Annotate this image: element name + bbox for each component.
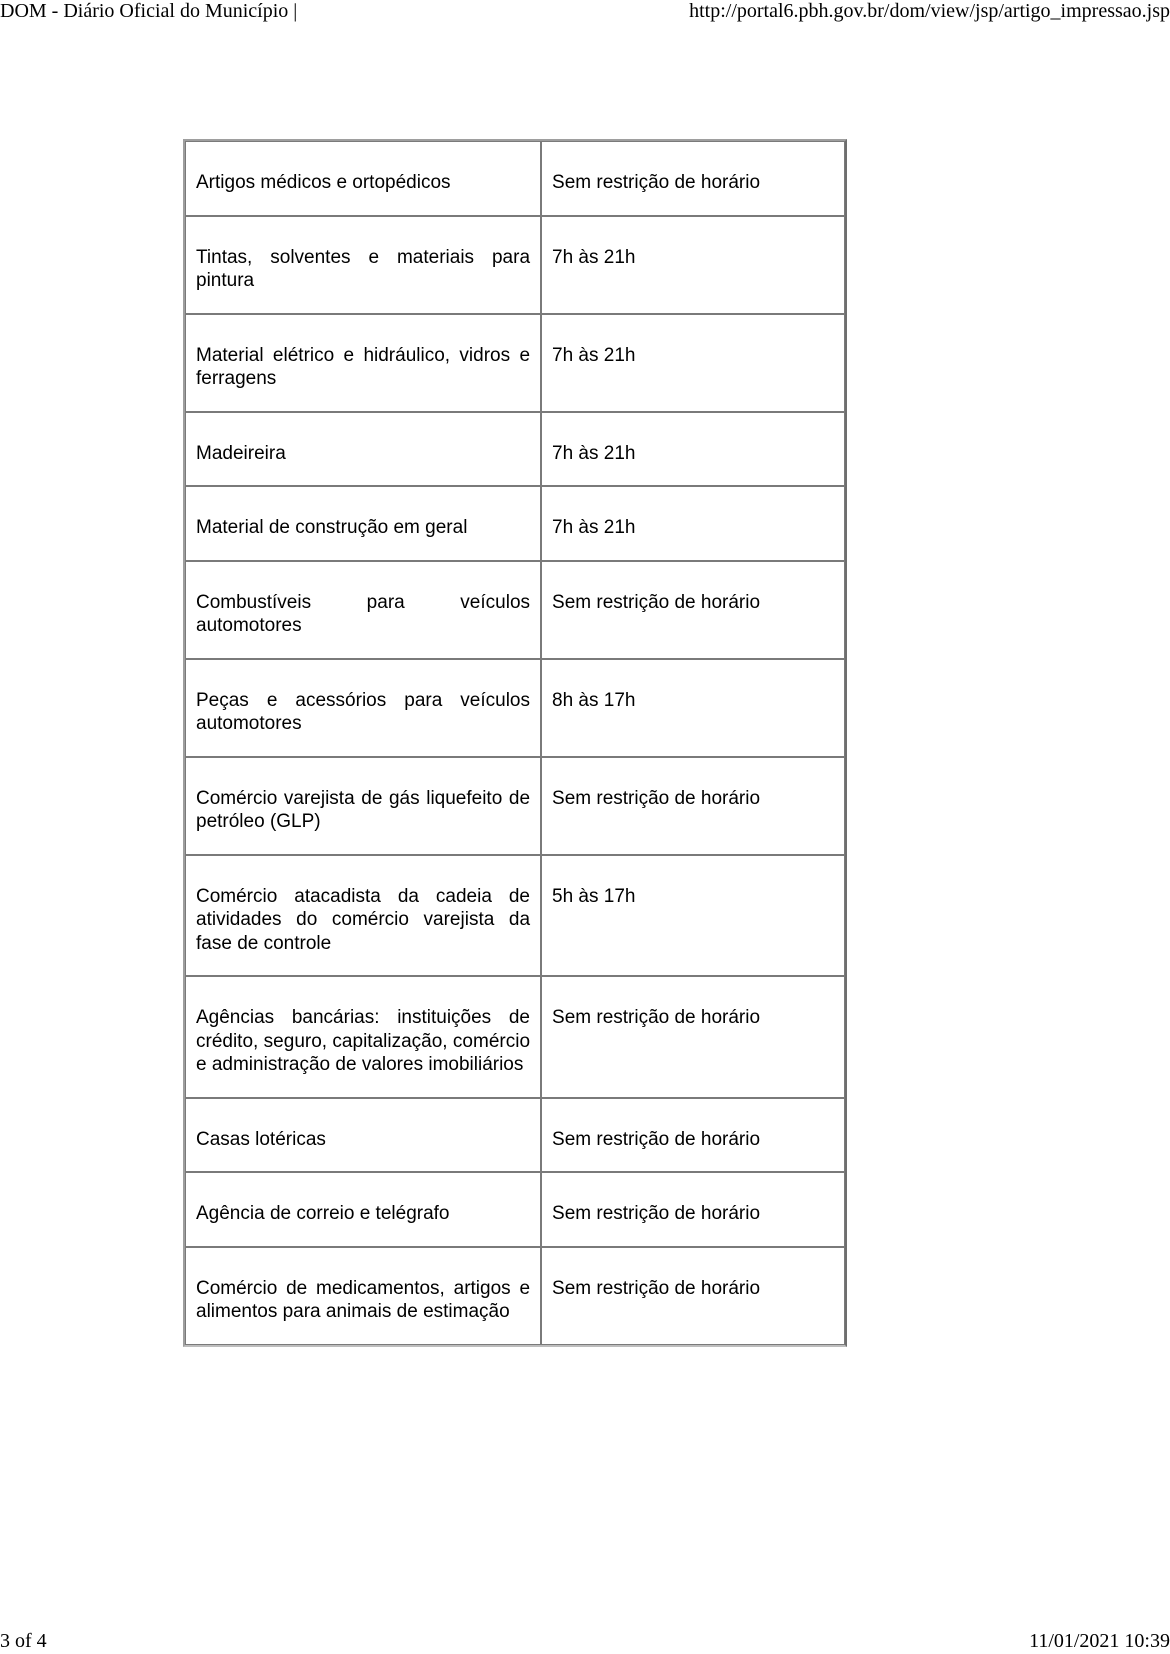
opening-hours-table: [183, 139, 847, 1347]
table-row: [185, 976, 845, 1098]
hours-cell: Sem restrição de horário: [541, 561, 845, 659]
activity-cell: Agências bancárias: instituições de crédito, seguro, capitalização, comércio e administração de valores imobiliários: [185, 976, 541, 1098]
table-row: [185, 561, 845, 659]
activity-cell: Artigos médicos e ortopédicos: [185, 141, 541, 216]
activity-cell: Tintas, solventes e materiais para pintura: [185, 216, 541, 314]
hours-cell: 7h às 21h: [541, 486, 845, 561]
page-title-header: DOM - Diário Oficial do Município |: [0, 0, 298, 22]
table-row: [185, 314, 845, 412]
table-row: [185, 1172, 845, 1247]
hours-cell: Sem restrição de horário: [541, 976, 845, 1098]
hours-cell: 7h às 21h: [541, 314, 845, 412]
activity-cell: Peças e acessórios para veículos automotores: [185, 659, 541, 757]
activity-cell: Madeireira: [185, 412, 541, 487]
table-row: [185, 141, 845, 216]
activity-cell: Material elétrico e hidráulico, vidros e ferragens: [185, 314, 541, 412]
activity-cell: Comércio de medicamentos, artigos e alimentos para animais de estimação: [185, 1247, 541, 1345]
table-row: [185, 1247, 845, 1345]
hours-cell: 5h às 17h: [541, 855, 845, 977]
table-row: [185, 216, 845, 314]
table-row: [185, 412, 845, 487]
table-row: [185, 855, 845, 977]
page-url-header: http://portal6.pbh.gov.br/dom/view/jsp/artigo_impressao.jsp: [689, 0, 1170, 22]
activity-cell: Combustíveis para veículos automotores: [185, 561, 541, 659]
activity-cell: Comércio varejista de gás liquefeito de petróleo (GLP): [185, 757, 541, 855]
hours-cell: 7h às 21h: [541, 412, 845, 487]
table-row: [185, 757, 845, 855]
page-number: 3 of 4: [0, 1630, 47, 1652]
activity-cell: Agência de correio e telégrafo: [185, 1172, 541, 1247]
table-row: [185, 486, 845, 561]
hours-cell: 7h às 21h: [541, 216, 845, 314]
table-row: [185, 659, 845, 757]
hours-cell: 8h às 17h: [541, 659, 845, 757]
hours-cell: Sem restrição de horário: [541, 1098, 845, 1173]
print-timestamp: 11/01/2021 10:39: [1029, 1630, 1170, 1652]
hours-cell: Sem restrição de horário: [541, 1247, 845, 1345]
activity-cell: Comércio atacadista da cadeia de atividades do comércio varejista da fase de controle: [185, 855, 541, 977]
table-row: [185, 1098, 845, 1173]
activity-cell: Casas lotéricas: [185, 1098, 541, 1173]
hours-cell: Sem restrição de horário: [541, 141, 845, 216]
hours-cell: Sem restrição de horário: [541, 1172, 845, 1247]
activity-cell: Material de construção em geral: [185, 486, 541, 561]
hours-cell: Sem restrição de horário: [541, 757, 845, 855]
